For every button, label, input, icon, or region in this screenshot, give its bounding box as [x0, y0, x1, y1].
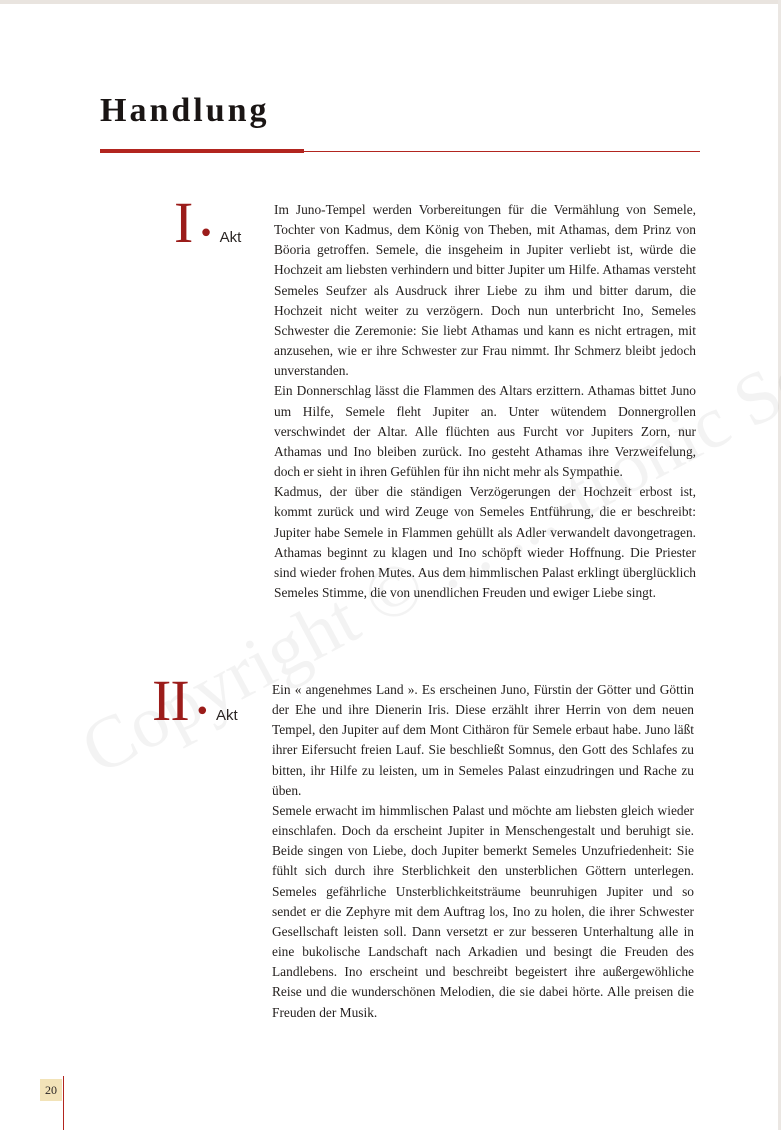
margin-line: [63, 1076, 64, 1130]
page-number: 20: [40, 1079, 62, 1101]
act-1-paragraph-2: Ein Donnerschlag lässt die Flammen des Altars erzittern. Athamas bittet Juno um Hilfe, Semele fleht Jupiter an. Unter wütendem Donnergrollen verschwindet der Altar. Alle flüchten aus Furcht vor Jupiters Zorn, nur Athamas und Ino bleiben zurück. Ino gesteht Athamas ihre Verzweifelung, doch er sieht in ihren Gefühlen für ihn nicht mehr als Sympathie.: [274, 383, 696, 480]
act-2-bullet-icon: •: [194, 697, 210, 727]
act-2-text: [272, 680, 694, 1023]
page-title: Handlung: [100, 92, 270, 129]
act-1-paragraph-3: Kadmus, der über die ständigen Verzögerungen der Hochzeit erbost ist, kommt zurück und wird Zeuge von Semeles Entführung, die er beschreibt: Jupiter habe Semele in Flammen gehüllt als Adler verwandelt davongetragen. Athamas beginnt zu klagen und Ino schöpft wieder Hoffnung. Die Priester sind wieder frohen Mutes. Aus dem himmlischen Palast erklingt überglücklich Semeles Stimme, die von unendlichen Freuden und ewiger Liebe singt.: [274, 484, 696, 600]
act-2-paragraph-1: Ein « angenehmes Land ». Es erscheinen Juno, Fürstin der Götter und Göttin der Ehe und ihre Dienerin Iris. Diese erzählt ihrer Herrin von dem neuen Tempel, den Jupiter auf dem Mont Cithäron für Semele erbaut habe. Juno läßt ihrer Eifersucht freien Lauf. Sie beschließt Somnus, den Gott des Schlafes zu bitten, ihr Hilfe zu leisten, um in Semeles Palast einzudringen und Rache zu üben.: [272, 682, 694, 798]
act-2-numeral: II: [152, 668, 189, 733]
title-rule: [100, 147, 700, 153]
act-1-text: [274, 200, 696, 603]
act-2-paragraph-2: Semele erwacht im himmlischen Palast und möchte am liebsten gleich wieder einschlafen. Doch da erscheint Jupiter in Menschengestalt und beruhigt sie. Beide singen von Liebe, doch Jupiter bemerkt Semeles Unzufriedenheit: Sie fühlt sich durch ihre Sterblichkeit den unsterblichen Göttern unterlegen. Semeles gefährliche Unsterblichkeitsträume beunruhigen Jupiter und so sendet er die Zephyre mit dem Auftrag los, Ino zu holen, die ihrer Schwester Gesellschaft leisten soll. Dann versetzt er zur besseren Unterhaltung alle in eine bukolische Landschaft nach Arkadien und besingt die Freuden des Landlebens. Ino erscheint und beschreibt begeistert ihre außergewöhliche Reise und die wunderschönen Melodien, die sie dabei hörte. Alle preisen die Freuden der Musik.: [272, 802, 694, 1020]
act-1-paragraph-1: Im Juno-Tempel werden Vorbereitungen für die Vermählung von Semele, Tochter von Kadmus, dem König von Theben, mit Athamas, dem Prinz von Böoria getroffen. Semele, die insgeheim in Jupiter verliebt ist, würde die Hochzeit am liebsten verhindern und bitter Jupiter um Hilfe. Athamas versteht Semeles Seufzer als Ausdruck ihrer Liebe zu ihm und bitter darum, die Hochzeit nicht weiter zu verzögern. Doch nun unterbricht Ino, Semeles Schwester die Zeremonie: Sie liebt Athamas und kann es nicht ertragen, mit anzusehen, wie er ihre Schwester zur Frau nimmt. Ihr Schmerz bleibt jedoch unverstanden.: [274, 202, 696, 379]
act-1-heading: [174, 190, 242, 255]
act-1-bullet-icon: •: [198, 219, 214, 249]
act-2-label: Akt: [215, 707, 238, 724]
title-rule-thick: [100, 149, 304, 153]
act-2-heading: [152, 668, 238, 733]
page-top-edge: [0, 0, 781, 4]
act-1-label: Akt: [219, 229, 242, 246]
act-1-numeral: I: [174, 190, 193, 255]
